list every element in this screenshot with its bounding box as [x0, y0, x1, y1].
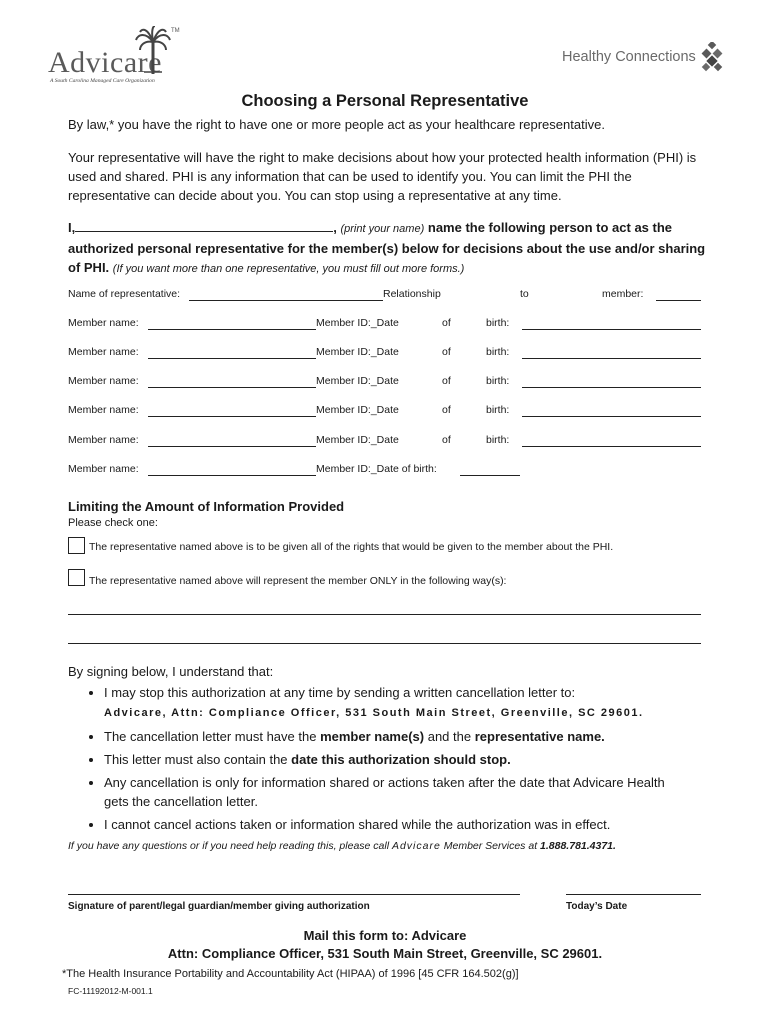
relationship-label: Relationship: [383, 288, 441, 300]
date-of-birth-field[interactable]: [460, 475, 520, 476]
birth-label: birth:: [486, 375, 510, 387]
form-id: FC-11192012-M-001.1: [68, 986, 153, 996]
declaration-note: (If you want more than one representative, you must fill out more forms.): [112, 263, 465, 275]
healthy-connections-mark-icon: [701, 42, 723, 72]
member-name-label: Member name:: [68, 404, 139, 416]
member-row: [68, 375, 708, 389]
signature-label: Signature of parent/legal guardian/member giving authorization: [68, 901, 370, 912]
date-of-birth-field[interactable]: [522, 416, 701, 417]
signature-field[interactable]: [68, 894, 520, 895]
mail-line-1: Mail this form to: Advicare: [303, 928, 467, 943]
of-label: of: [442, 404, 451, 416]
member-name-field[interactable]: [148, 416, 316, 417]
representative-name-label: Name of representative:: [68, 288, 181, 300]
limited-ways-line-2[interactable]: [68, 643, 701, 644]
all-rights-option: The representative named above is to be given all of the rights that would be given to the member about the PHI.: [89, 541, 614, 553]
of-label: of: [442, 317, 451, 329]
limited-rights-checkbox[interactable]: [68, 569, 85, 586]
palm-tree-icon: [134, 26, 172, 78]
member-name-field[interactable]: [148, 329, 316, 330]
member-id-label: Member ID:_Date: [316, 317, 399, 329]
member-label: member:: [602, 288, 644, 300]
declaration-text: name the following person to act as the authorized personal representative for the member(s) below for decisions about the use and/or sharing of PHI.: [68, 220, 706, 275]
birth-label: birth:: [486, 346, 510, 358]
member-name-label: Member name:: [68, 434, 139, 446]
date-of-birth-field[interactable]: [522, 329, 701, 330]
cancellation-address: Advicare, Attn: Compliance Officer, 531 South Main Street, Greenville, SC 29601.: [104, 707, 644, 719]
member-row: [68, 434, 708, 448]
of-label: of: [442, 375, 451, 387]
of-label: of: [442, 434, 451, 446]
healthy-connections-logo: [562, 48, 696, 66]
logo-tagline: A South Carolina Managed Care Organization: [50, 78, 155, 84]
date-of-birth-field[interactable]: [522, 446, 701, 447]
intro-paragraph-1: By law,* you have the right to have one or more people act as your healthcare representative.: [68, 117, 605, 132]
member-row: [68, 463, 708, 477]
member-name-field[interactable]: [148, 387, 316, 388]
limited-ways-line-1[interactable]: [68, 614, 701, 615]
understand-list: [68, 683, 708, 838]
advicare-logo: [48, 26, 178, 88]
page-title: Choosing a Personal Representative: [241, 92, 529, 110]
member-name-label: Member name:: [68, 463, 139, 475]
declaration-prefix: I,: [68, 220, 76, 235]
logo-name: Advicare: [48, 46, 162, 79]
member-id-label: Member ID:_Date of birth:: [316, 463, 437, 475]
print-name-hint: (print your name): [340, 223, 425, 235]
hipaa-footnote: *The Health Insurance Portability and Accountability Act (HIPAA) of 1996 [45 CFR 164.502(g)]: [62, 968, 519, 980]
trademark: TM: [171, 28, 180, 34]
list-item: • I cannot cancel actions taken or information shared while the authorization was in effect.: [104, 815, 708, 834]
list-item: • This letter must also contain the date this authorization should stop.: [104, 750, 708, 769]
representative-row: [68, 288, 708, 302]
limited-rights-option: The representative named above will represent the member ONLY in the following way(s):: [89, 575, 507, 587]
member-row: [68, 317, 708, 331]
member-name-field[interactable]: [148, 446, 316, 447]
member-id-label: Member ID:_Date: [316, 434, 399, 446]
intro-paragraph-2: Your representative will have the right to make decisions about how your protected health information (PHI) is used and shared. PHI is any information that can be used to identify you. You can limit the PHI the representative can decide about you. You can stop using a representative at any time.: [68, 150, 697, 203]
member-id-label: Member ID:_Date: [316, 404, 399, 416]
understand-heading: By signing below, I understand that:: [68, 664, 274, 679]
to-label: to: [520, 288, 529, 300]
member-name-label: Member name:: [68, 375, 139, 387]
member-name-field[interactable]: [148, 358, 316, 359]
member-id-label: Member ID:_Date: [316, 346, 399, 358]
member-row: [68, 404, 708, 418]
member-row: [68, 346, 708, 360]
relationship-field[interactable]: [656, 300, 701, 301]
all-rights-checkbox[interactable]: [68, 537, 85, 554]
partner-name: Healthy Connections: [562, 49, 696, 65]
representative-name-field[interactable]: [189, 300, 383, 301]
list-item: • Any cancellation is only for information shared or actions taken after the date that Advicare Health gets the cancellation letter.: [104, 773, 708, 811]
todays-date-label: Today’s Date: [566, 901, 628, 912]
list-item: • The cancellation letter must have the member name(s) and the representative name.: [104, 727, 708, 746]
birth-label: birth:: [486, 317, 510, 329]
date-of-birth-field[interactable]: [522, 358, 701, 359]
mail-line-2: Attn: Compliance Officer, 531 South Main Street, Greenville, SC 29601.: [167, 946, 603, 961]
date-of-birth-field[interactable]: [522, 387, 701, 388]
list-item: • I may stop this authorization at any time by sending a written cancellation letter to: Advicare, Attn: Compliance Officer, 531 South Main Street, Greenville, SC 29601.: [104, 683, 708, 723]
limits-instruction: Please check one:: [68, 517, 158, 529]
member-name-field[interactable]: [148, 475, 316, 476]
member-name-label: Member name:: [68, 346, 139, 358]
member-name-label: Member name:: [68, 317, 139, 329]
of-label: of: [442, 346, 451, 358]
limits-heading: Limiting the Amount of Information Provided: [68, 499, 345, 514]
print-name-field[interactable]: [75, 219, 333, 232]
todays-date-field[interactable]: [566, 894, 701, 895]
member-id-label: Member ID:_Date: [316, 375, 399, 387]
birth-label: birth:: [486, 434, 510, 446]
declaration: I, , (print your name) name the following person to act as the authorized personal representative for the member(s) below for decisions about the use and/or sharing of PHI. (If you want more than one representative, you must fill out more forms.): [68, 220, 706, 275]
help-line: If you have any questions or if you need help reading this, please call Advicare Member Services at 1.888.781.4371.: [68, 840, 616, 852]
birth-label: birth:: [486, 404, 510, 416]
